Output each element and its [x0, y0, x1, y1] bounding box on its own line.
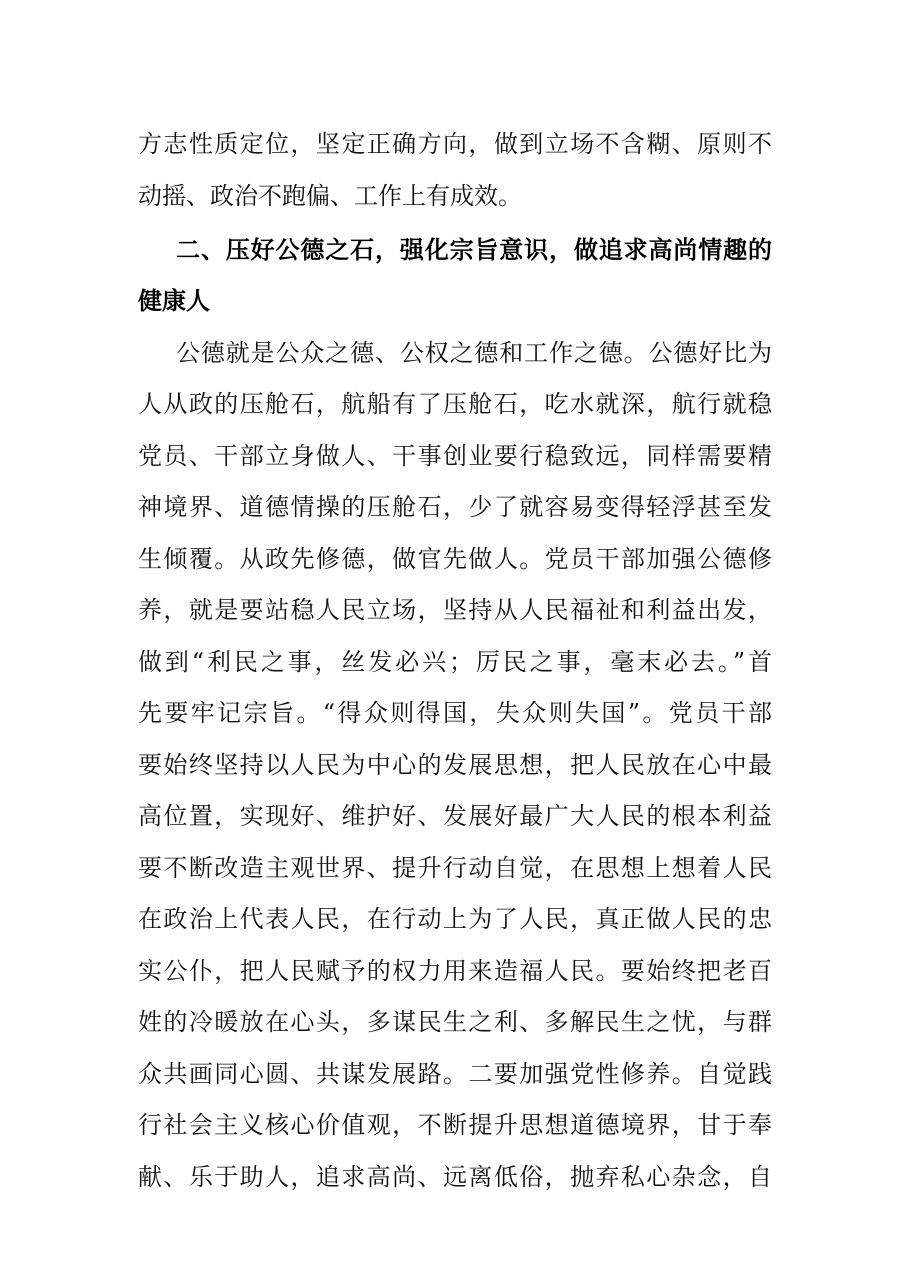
heading-line: 二、压好公德之石，强化宗旨意识，做追求高尚情趣的 — [176, 235, 772, 264]
paragraph-continued — [138, 124, 772, 216]
text-line: 实公仆，把人民赋予的权力用来造福人民。要始终把老百 — [138, 956, 772, 985]
heading-line: 健康人 — [138, 287, 210, 315]
text-line: 人从政的压舱石，航船有了压舱石，吃水就深，航行就稳 — [138, 390, 772, 418]
text-line: 先要牢记宗旨。“得众则得国，失众则失国”。党员干部 — [138, 699, 772, 727]
text-line: 动摇、政治不跑偏、工作上有成效。 — [138, 181, 522, 210]
text-line: 要始终坚持以人民为中心的发展思想，把人民放在心中最 — [138, 750, 772, 779]
text-line: 做到“利民之事，丝发必兴；厉民之事，毫末必去。”首 — [138, 647, 772, 676]
text-line: 高位置，实现好、维护好、发展好最广大人民的根本利益 — [138, 802, 772, 830]
document-body — [138, 124, 772, 1208]
text-line: 行社会主义核心价值观，不断提升思想道德境界，甘于奉 — [138, 1111, 772, 1139]
text-line: 在政治上代表人民，在行动上为了人民，真正做人民的忠 — [138, 905, 772, 933]
body-paragraph — [138, 333, 772, 1197]
text-line: 生倾覆。从政先修德，做官先做人。党员干部加强公德修 — [138, 544, 772, 573]
text-line: 献、乐于助人，追求高尚、远离低俗，抛弃私心杂念，自 — [138, 1162, 772, 1191]
text-line: 众共画同心圆、共谋发展路。二要加强党性修养。自觉践 — [138, 1059, 772, 1088]
text-line: 姓的冷暖放在心头，多谋民生之利、多解民生之忧，与群 — [138, 1008, 772, 1036]
section-heading — [138, 230, 772, 322]
text-line: 养，就是要站稳人民立场，坚持从人民福祉和利益出发， — [138, 596, 772, 624]
text-line: 要不断改造主观世界、提升行动自觉，在思想上想着人民 — [138, 853, 772, 882]
text-line: 神境界、道德情操的压舱石，少了就容易变得轻浮甚至发 — [138, 493, 772, 521]
text-line: 方志性质定位，坚定正确方向，做到立场不含糊、原则不 — [138, 130, 772, 158]
text-line: 党员、干部立身做人、干事创业要行稳致远，同样需要精 — [138, 441, 772, 470]
text-line: 公德就是公众之德、公权之德和工作之德。公德好比为 — [176, 338, 772, 367]
